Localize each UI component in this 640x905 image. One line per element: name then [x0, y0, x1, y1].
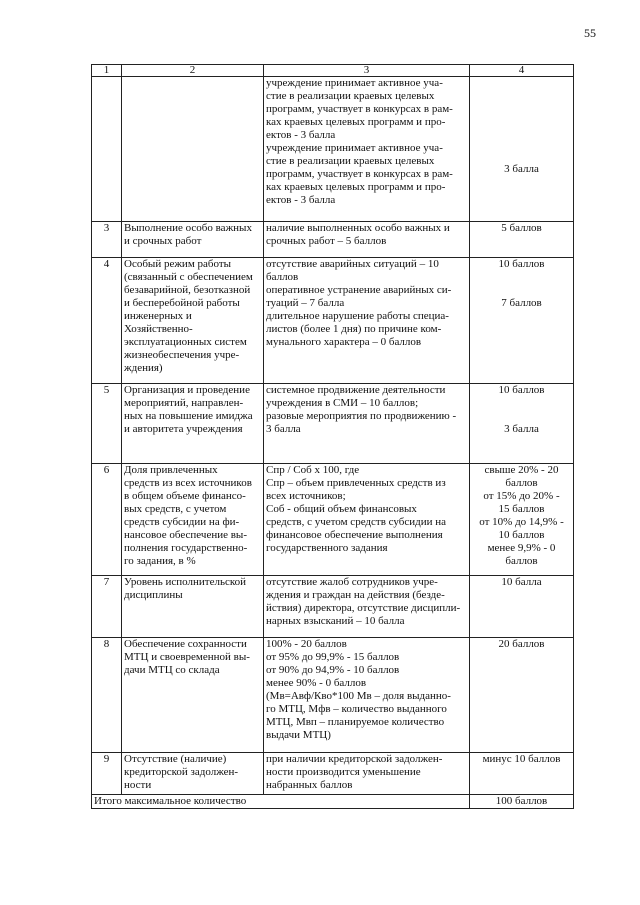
table-row [92, 258, 574, 384]
indicator-line: и авторитета учреждения [124, 422, 243, 435]
criteria-line: от 95% до 99,9% - 15 баллов [266, 650, 400, 663]
indicator-line: Доля привлеченных [124, 464, 218, 476]
indicator-line: Выполнение особо важных [124, 222, 252, 234]
total-row [92, 795, 574, 809]
table-row [92, 576, 574, 638]
criteria-line: системное продвижение деятельности [266, 384, 446, 396]
score-line: от 15% до 20% - [483, 489, 560, 502]
indicator-line: безаварийной, безотказной [124, 283, 251, 296]
criteria-line: (Мв=Авф/Кво*100 Мв – доля выданно- [266, 689, 451, 702]
criteria-cell [264, 222, 470, 258]
indicator-line: и бесперебойной работы [124, 296, 240, 309]
criteria-line: ектов - 3 балла [266, 193, 336, 206]
score-line: от 10% до 14,9% - [479, 515, 564, 528]
indicator-cell [122, 258, 264, 384]
score-line [472, 410, 571, 423]
indicator-line: средств субсидии на фи- [124, 515, 240, 528]
total-value: 100 баллов [470, 795, 574, 809]
table-row [92, 222, 574, 258]
criteria-line: Спр – объем привлеченных средств из [266, 476, 446, 489]
table-row [92, 753, 574, 795]
indicator-cell [122, 464, 264, 576]
score-cell [470, 638, 574, 753]
criteria-line: учреждения в СМИ – 10 баллов; [266, 396, 419, 409]
criteria-line: Соб - общий объем финансовых [266, 502, 417, 515]
page-number: 55 [584, 26, 596, 40]
indicator-line: в общем объеме финансо- [124, 489, 246, 502]
score-cell [470, 753, 574, 795]
indicator-line: нансовое обеспечение вы- [124, 528, 247, 541]
score-line: 10 балла [501, 576, 542, 588]
criteria-cell [264, 638, 470, 753]
indicator-line: кредиторской задолжен- [124, 765, 239, 778]
indicator-line: эксплуатационных систем [124, 335, 247, 348]
row-number: 9 [92, 753, 122, 795]
score-line: 20 баллов [498, 638, 545, 650]
table-row [92, 464, 574, 576]
indicator-line: го задания, в % [124, 554, 196, 567]
criteria-line: мунального характера – 0 баллов [266, 335, 422, 348]
indicator-line: Хозяйственно- [124, 322, 193, 335]
criteria-line: всех источников; [266, 489, 346, 502]
criteria-line: менее 90% - 0 баллов [266, 676, 367, 689]
score-line: 7 баллов [501, 296, 542, 309]
score-line: 15 баллов [498, 502, 545, 515]
table-row [92, 384, 574, 464]
criteria-line: при наличии кредиторской задолжен- [266, 753, 443, 765]
column-header: 1 [92, 65, 122, 77]
score-line: 3 балла [504, 422, 539, 435]
score-cell [470, 222, 574, 258]
indicator-line: мероприятий, направлен- [124, 396, 244, 409]
indicator-line: Организация и проведение [124, 384, 250, 396]
criteria-line: от 90% до 94,9% - 10 баллов [266, 663, 400, 676]
criteria-cell [264, 258, 470, 384]
score-line: минус 10 баллов [482, 753, 561, 765]
indicator-line: ности [124, 778, 152, 791]
criteria-line: нарных взысканий – 10 балла [266, 614, 405, 627]
score-cell [470, 384, 574, 464]
indicator-line: вых средств, с учетом [124, 502, 227, 515]
indicator-line: (связанный с обеспечением [124, 270, 253, 283]
criteria-line: ждения и граждан на действия (безде- [266, 588, 445, 601]
criteria-cell [264, 464, 470, 576]
indicator-cell [122, 753, 264, 795]
indicator-cell [122, 222, 264, 258]
column-header: 4 [470, 65, 574, 77]
criteria-cell [264, 753, 470, 795]
column-header: 3 [264, 65, 470, 77]
score-line: 5 баллов [501, 222, 542, 234]
indicator-line: Особый режим работы [124, 258, 232, 270]
column-header: 2 [122, 65, 264, 77]
criteria-line: срочных работ – 5 баллов [266, 234, 387, 247]
criteria-line: средств, с учетом средств субсидии на [266, 515, 447, 528]
total-label: Итого максимальное количество [92, 795, 470, 809]
score-line [472, 271, 571, 284]
criteria-line: йствия) директора, отсутствие дисципли- [266, 601, 461, 614]
criteria-line: МТЦ, Мвп – планируемое количество [266, 715, 445, 728]
indicator-cell [122, 638, 264, 753]
criteria-line: ектов - 3 балла [266, 128, 336, 141]
criteria-line: туаций – 7 балла [266, 296, 345, 309]
indicator-line: Уровень исполнительской [124, 576, 247, 588]
row-number: 8 [92, 638, 122, 753]
indicator-line: полнения государственно- [124, 541, 248, 554]
criteria-line: 3 балла [266, 422, 301, 435]
score-cell [470, 77, 574, 222]
criteria-line: учреждение принимает активное уча- [266, 141, 443, 154]
row-number: 4 [92, 258, 122, 384]
table-row-continuation [92, 77, 574, 222]
score-value: 3 балла [504, 163, 539, 175]
indicator-cell [122, 576, 264, 638]
criteria-line: программ, участвует в конкурсах в рам- [266, 102, 453, 115]
criteria-line: стие в реализации краевых целевых [266, 89, 435, 102]
score-cell [470, 258, 574, 384]
criteria-line: длительное нарушение работы специа- [266, 309, 449, 322]
criteria-cell [264, 576, 470, 638]
indicator-line: жизнеобеспечения учре- [124, 348, 240, 361]
score-line [472, 284, 571, 297]
criteria-line: набранных баллов [266, 778, 353, 791]
indicator-line: инженерных и [124, 309, 192, 322]
criteria-cell [264, 77, 470, 222]
criteria-line: отсутствие жалоб сотрудников учре- [266, 576, 438, 588]
criteria-line: разовые мероприятия по продвижению - [266, 409, 457, 422]
criteria-line: учреждение принимает активное уча- [266, 77, 443, 89]
table-header-row [92, 65, 574, 77]
score-line: менее 9,9% - 0 баллов [487, 541, 556, 567]
score-line: 10 баллов [498, 528, 545, 541]
criteria-line: баллов [266, 270, 299, 283]
scoring-table [91, 64, 574, 809]
indicator-line: Отсутствие (наличие) [124, 753, 227, 765]
score-line: 10 баллов [498, 258, 545, 270]
criteria-line: государственного задания [266, 541, 388, 554]
indicator-line: дачи МТЦ со склада [124, 663, 220, 676]
criteria-line: программ, участвует в конкурсах в рам- [266, 167, 453, 180]
criteria-line: стие в реализации краевых целевых [266, 154, 435, 167]
criteria-line: финансовое обеспечение выполнения [266, 528, 443, 541]
criteria-line: 100% - 20 баллов [266, 638, 347, 650]
row-number: 3 [92, 222, 122, 258]
criteria-line: ках краевых целевых программ и про- [266, 180, 446, 193]
indicator-line: ждения) [124, 361, 163, 374]
score-cell [470, 576, 574, 638]
indicator-line: МТЦ и своевременной вы- [124, 650, 250, 663]
row-number: 6 [92, 464, 122, 576]
criteria-line: ках краевых целевых программ и про- [266, 115, 446, 128]
row-number: 5 [92, 384, 122, 464]
indicator-cell [122, 384, 264, 464]
indicator-line: ных на повышение имиджа [124, 409, 253, 422]
indicator-line: средств из всех источников [124, 476, 252, 489]
criteria-cell [264, 384, 470, 464]
criteria-line: ности производится уменьшение [266, 765, 421, 778]
criteria-line: оперативное устранение аварийных си- [266, 283, 452, 296]
criteria-line: Спр / Соб х 100, где [266, 464, 360, 476]
criteria-line: отсутствие аварийных ситуаций – 10 [266, 258, 439, 270]
criteria-line: го МТЦ, Мфв – количество выданного [266, 702, 447, 715]
criteria-line: наличие выполненных особо важных и [266, 222, 450, 234]
indicator-line: Обеспечение сохранности [124, 638, 247, 650]
criteria-line: выдачи МТЦ) [266, 728, 331, 741]
criteria-line: листов (более 1 дня) по причине ком- [266, 322, 442, 335]
score-cell [470, 464, 574, 576]
indicator-line: и срочных работ [124, 234, 202, 247]
indicator-line: дисциплины [124, 588, 183, 601]
score-line: 10 баллов [498, 384, 545, 396]
score-line: свыше 20% - 20 баллов [484, 464, 559, 489]
score-line [472, 397, 571, 410]
row-number: 7 [92, 576, 122, 638]
table-row [92, 638, 574, 753]
